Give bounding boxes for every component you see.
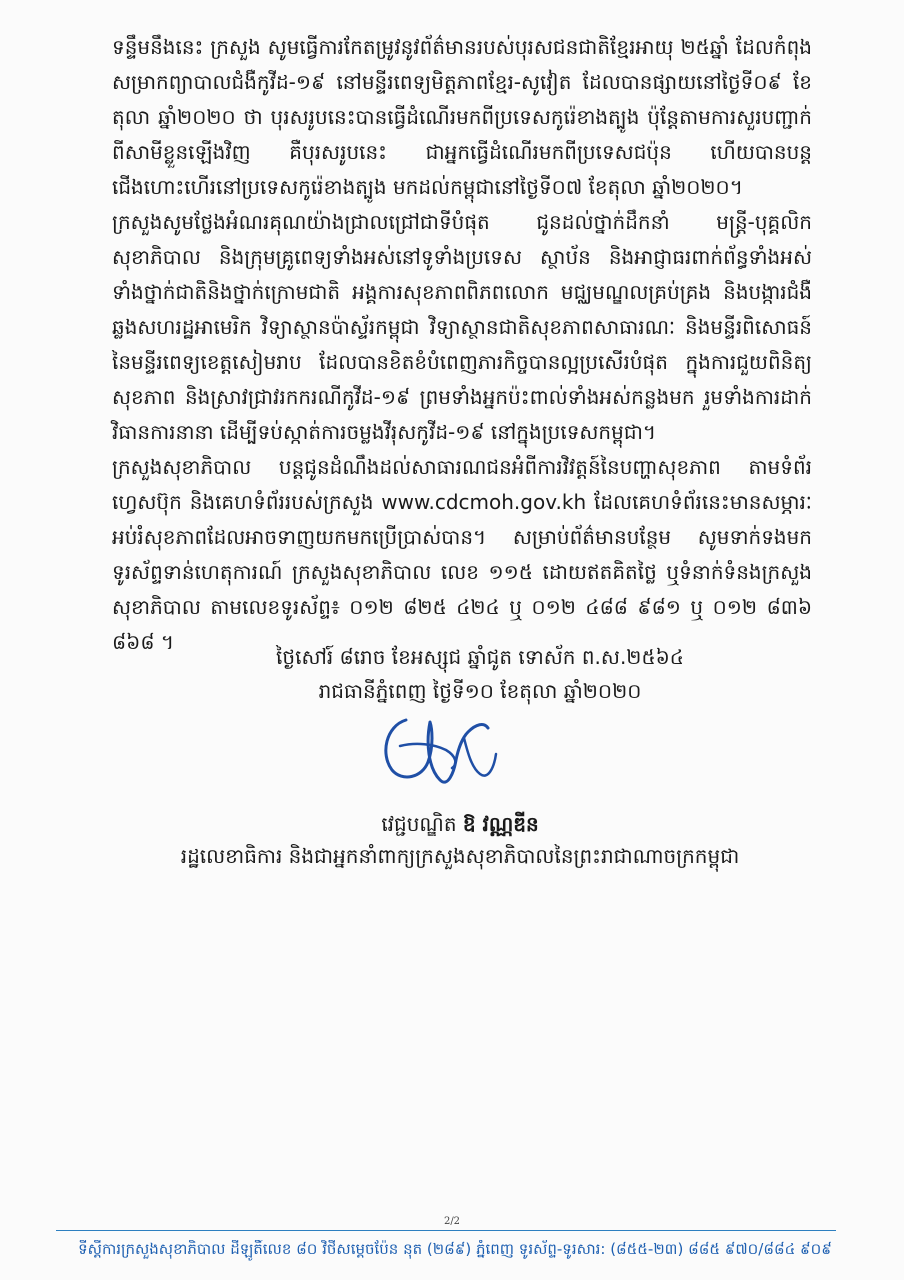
signer-position: រដ្ឋលេខាធិការ និងជាអ្នកនាំពាក្យក្រសួងសុខាភិបាលនៃព្រះរាជាណាចក្រកម្ពុជា: [180, 844, 740, 868]
signer-name: ឱ វណ្ណឌីន: [462, 812, 539, 836]
date-block: [250, 640, 710, 708]
body-text: [112, 30, 812, 660]
signer-block: [180, 808, 740, 872]
footer-divider: [56, 1230, 836, 1231]
signature-image: [376, 702, 516, 794]
paragraph-contact: ក្រសួងសុខាភិបាល បន្តជូនដំណឹងដល់សាធារណជនអំពីការវិវត្តន៍នៃបញ្ហាសុខភាព តាមទំព័រហ្វេសប៊ុក និងគេហទំព័ររបស់ក្រសួង www.cdcmoh.gov.kh ដែលគេហទំព័រនេះមានសម្ភារៈអប់រំសុខភាពដែលអាចទាញយកមកប្រើប្រាស់បាន។ សម្រាប់ព័ត៌មានបន្ថែម សូមទាក់ទងមកទូរស័ព្ទទាន់ហេតុការណ៍ ក្រសួងសុខាភិបាល លេខ ១១៥ ដោយឥតគិតថ្លៃ ឬទំនាក់ទំនងក្រសួងសុខាភិបាល តាមលេខទូរស័ព្ទ៖ ០១២ ៨២៥ ៤២៤ ឬ ០១២ ៤៨៨ ៩៨១ ឬ ០១២ ៨៣៦ ៨៦៨ ។: [112, 455, 812, 654]
page-number: 2/2: [443, 1216, 461, 1227]
paragraph-correction: ទន្ទឹមនឹងនេះ ក្រសួង សូមធ្វើការកែតម្រូវនូវព័ត៌មានរបស់បុរសជនជាតិខ្មែរអាយុ ២៥ឆ្នាំ ដែលកំពុងសម្រាកព្យាបាលជំងឺកូវីដ-១៩ នៅមន្ទីរពេទ្យមិត្តភាពខ្មែរ-សូវៀត ដែលបានផ្សាយនៅថ្ងៃទី០៩ ខែតុលា ឆ្នាំ២០២០ ថា បុរសរូបនេះបានធ្វើដំណើរមកពីប្រទេសកូរ៉េខាងត្បូង ប៉ុន្តែតាមការសួរបញ្ជាក់ពីសាមីខ្លួនឡើងវិញ គឺបុរសរូបនេះ ជាអ្នកធ្វើដំណើរមកពីប្រទេសជប៉ុន ហើយបានបន្តជើងហោះហើរនៅប្រទេសកូរ៉េខាងត្បូង មកដល់កម្ពុជានៅថ្ងៃទី០៧ ខែតុលា ឆ្នាំ២០២០។: [112, 35, 812, 199]
lunar-date: ថ្ងៃសៅរ៍ ៨រោច ខែអស្សុជ ឆ្នាំជូត ទោស័ក ព.ស.២៥៦៤: [276, 645, 684, 669]
footer-address: ទីស្តីការក្រសួងសុខាភិបាល ដីឡូតិ៍លេខ ៨០ វិថីសម្តេចប៉ែន នុត (២៨៩) ភ្នំពេញ ទូរស័ព្ទ-ទូរសារ: (៨៥៥-២៣) ៨៨៥ ៩៧០/៨៨៤ ៩០៩: [78, 1240, 832, 1258]
paragraph-thanks: ក្រសួងសូមថ្លែងអំណរគុណយ៉ាងជ្រាលជ្រៅជាទីបំផុត ជូនដល់ថ្នាក់ដឹកនាំ មន្ត្រី-បុគ្គលិកសុខាភិបាល និងក្រុមគ្រូពេទ្យទាំងអស់នៅទូទាំងប្រទេស ស្ថាប័ន និងអាជ្ញាធរពាក់ព័ន្ធទាំងអស់ ទាំងថ្នាក់ជាតិនិងថ្នាក់ក្រោមជាតិ អង្គការសុខភាពពិភពលោក មជ្ឈមណ្ឌលគ្រប់គ្រង និងបង្ការជំងឺឆ្លងសហរដ្ឋអាមេរិក វិទ្យាស្ថានប៉ាស្ទ័រកម្ពុជា វិទ្យាស្ថានជាតិសុខភាពសាធារណៈ និងមន្ទីរពិសោធន៍នៃមន្ទីរពេទ្យខេត្តសៀមរាប ដែលបានខិតខំបំពេញភារកិច្ចបានល្អប្រសើរបំផុត ក្នុងការជួយពិនិត្យសុខភាព និងស្រាវជ្រាវរកករណីកូវីដ-១៩ ព្រមទាំងអ្នកប៉ះពាល់ទាំងអស់កន្លងមក រួមទាំងការដាក់វិធានការនានា ដើម្បីទប់ស្កាត់ការចម្លងវីរុសកូវីដ-១៩ នៅក្នុងប្រទេសកម្ពុជា។: [112, 210, 812, 444]
signer-title: វេជ្ជបណ្ឌិត: [381, 812, 457, 836]
solar-date: រាជធានីភ្នំពេញ ថ្ងៃទី១០ ខែតុលា ឆ្នាំ២០២០: [318, 679, 642, 703]
